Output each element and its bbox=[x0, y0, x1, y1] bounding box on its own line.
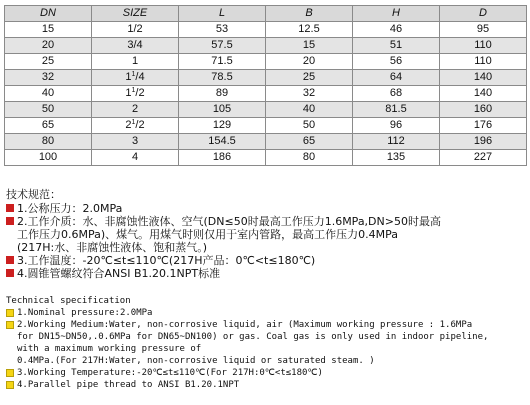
english-spec-item bbox=[6, 367, 488, 379]
table-row bbox=[5, 22, 527, 38]
size-whole: 2 bbox=[125, 119, 132, 131]
cell-l: 154.5 bbox=[179, 134, 266, 150]
chinese-spec-item4-text: 4.圆锥管螺纹符合ANSI B1.20.1NPT标准 bbox=[17, 267, 221, 280]
cell-size bbox=[92, 118, 179, 134]
header-d: D bbox=[440, 6, 527, 22]
cell-dn: 80 bbox=[5, 134, 92, 150]
english-spec-continuation bbox=[6, 355, 488, 367]
chinese-spec-continuation bbox=[6, 241, 441, 254]
size-denominator: /2 bbox=[135, 87, 145, 99]
cell-size bbox=[92, 86, 179, 102]
dimensions-table bbox=[4, 5, 527, 166]
header-b: B bbox=[266, 6, 353, 22]
english-spec-section bbox=[6, 295, 488, 391]
size-whole: 1 bbox=[125, 87, 132, 99]
english-spec-item2-line4: 0.4MPa.(For 217H:Water, non-corrosive liquid or saturated steam. ) bbox=[17, 356, 375, 366]
cell-d: 176 bbox=[440, 118, 527, 134]
cell-b: 20 bbox=[266, 54, 353, 70]
cell-size bbox=[92, 70, 179, 86]
size-denominator: /2 bbox=[135, 119, 145, 131]
size-whole: 2 bbox=[131, 103, 139, 115]
header-dn: DN bbox=[5, 6, 92, 22]
cell-dn: 15 bbox=[5, 22, 92, 38]
cell-l: 57.5 bbox=[179, 38, 266, 54]
chinese-spec-item bbox=[6, 267, 441, 280]
cell-size bbox=[92, 134, 179, 150]
cell-h: 112 bbox=[353, 134, 440, 150]
cell-dn: 100 bbox=[5, 150, 92, 166]
table-row bbox=[5, 150, 527, 166]
cell-dn: 32 bbox=[5, 70, 92, 86]
chinese-spec-item1-text: 1.公称压力：2.0MPa bbox=[17, 202, 123, 215]
english-spec-item2-line3: with a maximum working pressure of bbox=[17, 344, 202, 354]
size-whole: 3 bbox=[131, 135, 139, 147]
yellow-square-bullet-icon bbox=[6, 381, 14, 389]
cell-b: 25 bbox=[266, 70, 353, 86]
yellow-square-bullet-icon bbox=[6, 369, 14, 377]
cell-d: 110 bbox=[440, 54, 527, 70]
size-numerator: 1 bbox=[131, 87, 136, 94]
red-square-bullet-icon bbox=[6, 256, 14, 264]
header-size: SIZE bbox=[92, 6, 179, 22]
cell-b: 80 bbox=[266, 150, 353, 166]
cell-d: 140 bbox=[440, 70, 527, 86]
cell-b: 40 bbox=[266, 102, 353, 118]
english-spec-item bbox=[6, 379, 488, 391]
table-header-row bbox=[5, 6, 527, 22]
cell-l: 129 bbox=[179, 118, 266, 134]
yellow-square-bullet-icon bbox=[6, 321, 14, 329]
chinese-spec-item2-line2: 工作压力0.6MPa)、煤气。用煤气时则仅用于室内管路，最高工作压力0.4MPa bbox=[17, 228, 399, 241]
table-row bbox=[5, 86, 527, 102]
chinese-spec-item bbox=[6, 254, 441, 267]
cell-d: 160 bbox=[440, 102, 527, 118]
cell-l: 89 bbox=[179, 86, 266, 102]
size-whole: 1/2 bbox=[127, 23, 143, 35]
english-spec-item1-text: 1.Nominal pressure:2.0MPa bbox=[17, 308, 153, 318]
chinese-spec-item3-text: 3.工作温度：-20℃≤t≤110℃(217H产品：0℃<t≤180℃) bbox=[17, 254, 316, 267]
cell-size bbox=[92, 150, 179, 166]
cell-l: 105 bbox=[179, 102, 266, 118]
cell-b: 15 bbox=[266, 38, 353, 54]
size-denominator: /4 bbox=[135, 71, 145, 83]
table-row bbox=[5, 118, 527, 134]
cell-dn: 50 bbox=[5, 102, 92, 118]
english-spec-item2-line2: for DN15~DN50,.0.6MPa for DN65~DN100) or gas. Coal gas is only used in indoor pipeline, bbox=[17, 332, 489, 342]
red-square-bullet-icon bbox=[6, 204, 14, 212]
cell-b: 65 bbox=[266, 134, 353, 150]
cell-size bbox=[92, 38, 179, 54]
cell-b: 12.5 bbox=[266, 22, 353, 38]
cell-d: 196 bbox=[440, 134, 527, 150]
table-row bbox=[5, 54, 527, 70]
cell-h: 135 bbox=[353, 150, 440, 166]
english-spec-item2-line1: 2.Working Medium:Water, non-corrosive liquid, air (Maximum working pressure : 1.6MPa bbox=[17, 320, 473, 330]
cell-size bbox=[92, 54, 179, 70]
cell-dn: 20 bbox=[5, 38, 92, 54]
english-spec-item3-text: 3.Working Temperature:-20℃≤t≤110℃(For 217H:0℃<t≤180℃) bbox=[17, 368, 323, 378]
cell-l: 186 bbox=[179, 150, 266, 166]
table-row bbox=[5, 134, 527, 150]
size-whole: 1 bbox=[125, 71, 132, 83]
table-row bbox=[5, 70, 527, 86]
english-spec-continuation bbox=[6, 331, 488, 343]
size-whole: 1 bbox=[131, 55, 139, 67]
cell-h: 64 bbox=[353, 70, 440, 86]
cell-d: 110 bbox=[440, 38, 527, 54]
cell-l: 53 bbox=[179, 22, 266, 38]
cell-d: 95 bbox=[440, 22, 527, 38]
cell-d: 140 bbox=[440, 86, 527, 102]
cell-dn: 25 bbox=[5, 54, 92, 70]
chinese-spec-item2-line1: 2.工作介质：水、非腐蚀性液体、空气(DN≤50时最高工作压力1.6MPa,DN>50时最高 bbox=[17, 215, 441, 228]
table-row bbox=[5, 102, 527, 118]
header-h: H bbox=[353, 6, 440, 22]
english-spec-item bbox=[6, 319, 488, 331]
cell-h: 68 bbox=[353, 86, 440, 102]
chinese-spec-section bbox=[6, 186, 441, 280]
cell-b: 50 bbox=[266, 118, 353, 134]
english-spec-heading: Technical specification bbox=[6, 296, 131, 306]
cell-h: 51 bbox=[353, 38, 440, 54]
size-numerator: 1 bbox=[131, 71, 136, 78]
chinese-spec-continuation bbox=[6, 228, 441, 241]
cell-d: 227 bbox=[440, 150, 527, 166]
cell-h: 96 bbox=[353, 118, 440, 134]
cell-l: 78.5 bbox=[179, 70, 266, 86]
cell-dn: 65 bbox=[5, 118, 92, 134]
cell-h: 81.5 bbox=[353, 102, 440, 118]
cell-size bbox=[92, 102, 179, 118]
size-numerator: 1 bbox=[131, 119, 136, 126]
cell-size bbox=[92, 22, 179, 38]
header-l: L bbox=[179, 6, 266, 22]
cell-h: 46 bbox=[353, 22, 440, 38]
red-square-bullet-icon bbox=[6, 217, 14, 225]
english-spec-item4-text: 4.Parallel pipe thread to ANSI B1.20.1NPT bbox=[17, 380, 240, 390]
table-row bbox=[5, 38, 527, 54]
cell-b: 32 bbox=[266, 86, 353, 102]
english-spec-continuation bbox=[6, 343, 488, 355]
cell-l: 71.5 bbox=[179, 54, 266, 70]
cell-dn: 40 bbox=[5, 86, 92, 102]
red-square-bullet-icon bbox=[6, 269, 14, 277]
yellow-square-bullet-icon bbox=[6, 309, 14, 317]
chinese-spec-heading: 技术规范： bbox=[6, 188, 61, 201]
cell-h: 56 bbox=[353, 54, 440, 70]
chinese-spec-item bbox=[6, 202, 441, 215]
chinese-spec-item bbox=[6, 215, 441, 228]
english-spec-item bbox=[6, 307, 488, 319]
chinese-spec-item2-line3: (217H:水、非腐蚀性液体、饱和蒸气。) bbox=[17, 241, 208, 254]
size-whole: 4 bbox=[131, 151, 139, 163]
size-whole: 3/4 bbox=[127, 39, 143, 51]
